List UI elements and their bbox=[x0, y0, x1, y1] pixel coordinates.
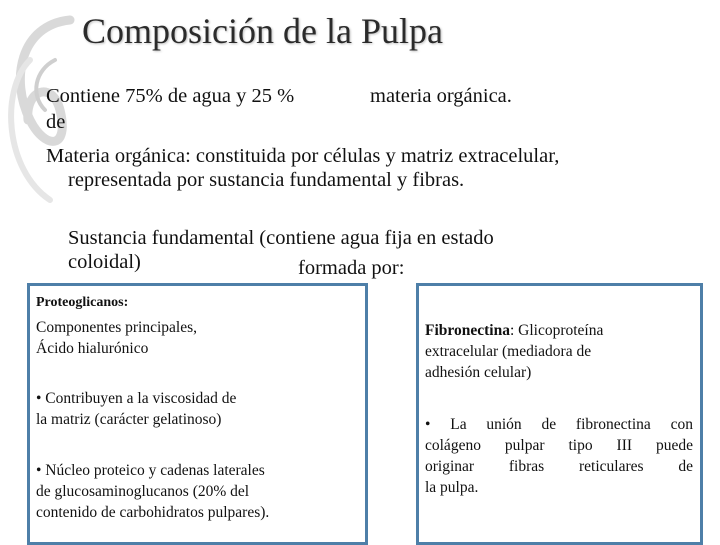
panel-line: de glucosaminoglucanos (20% del bbox=[36, 483, 250, 500]
panel-line: • Núcleo proteico y cadenas laterales bbox=[36, 462, 265, 479]
panel-line bbox=[425, 320, 603, 341]
fibronectina-bullet bbox=[425, 414, 693, 498]
definition-text: : Glicoproteína bbox=[509, 322, 604, 339]
body-line-3: representada por sustancia fundamental y fibras. bbox=[68, 169, 465, 191]
fibronectina-panel bbox=[416, 283, 703, 545]
page-title: Composición de la Pulpa bbox=[82, 11, 443, 51]
body-line-4: Sustancia fundamental (contiene agua fija en estado bbox=[68, 227, 494, 249]
fibronectina-definition bbox=[425, 320, 603, 383]
panel-line: la pulpa. bbox=[425, 479, 479, 496]
body-line-2: Materia orgánica: constituida por células y matriz extracelular, bbox=[46, 145, 560, 167]
panel-line: la matriz (carácter gelatinoso) bbox=[36, 411, 222, 428]
viscosity-bullet bbox=[36, 388, 236, 430]
nucleus-bullet bbox=[36, 460, 269, 523]
body-line-5a: coloidal) bbox=[68, 251, 141, 273]
body-line-1c: de bbox=[46, 111, 66, 133]
panel-line: Componentes principales, bbox=[36, 319, 197, 336]
panel-heading: Proteoglicanos: bbox=[36, 295, 129, 310]
panel-line: adhesión celular) bbox=[425, 364, 532, 381]
body-line-5b: formada por: bbox=[298, 257, 405, 279]
body-line-1b: materia orgánica. bbox=[370, 85, 512, 107]
decorative-swirl bbox=[0, 0, 80, 230]
proteoglicanos-text bbox=[36, 317, 197, 359]
panel-line: extracelular (mediadora de bbox=[425, 343, 592, 360]
panel-line: originar fibras reticulares de bbox=[425, 458, 693, 475]
fibronectina-term: Fibronectina bbox=[425, 322, 510, 339]
panel-line: colágeno pulpar tipo III puede bbox=[425, 437, 693, 454]
panel-line: • Contribuyen a la viscosidad de bbox=[36, 390, 237, 407]
proteoglicanos-panel bbox=[27, 283, 368, 545]
panel-line: • La unión de fibronectina con bbox=[425, 416, 693, 433]
panel-line: Ácido hialurónico bbox=[36, 340, 149, 357]
body-line-1a: Contiene 75% de agua y 25 % bbox=[46, 85, 295, 107]
panel-line: contenido de carbohidratos pulpares). bbox=[36, 504, 270, 521]
